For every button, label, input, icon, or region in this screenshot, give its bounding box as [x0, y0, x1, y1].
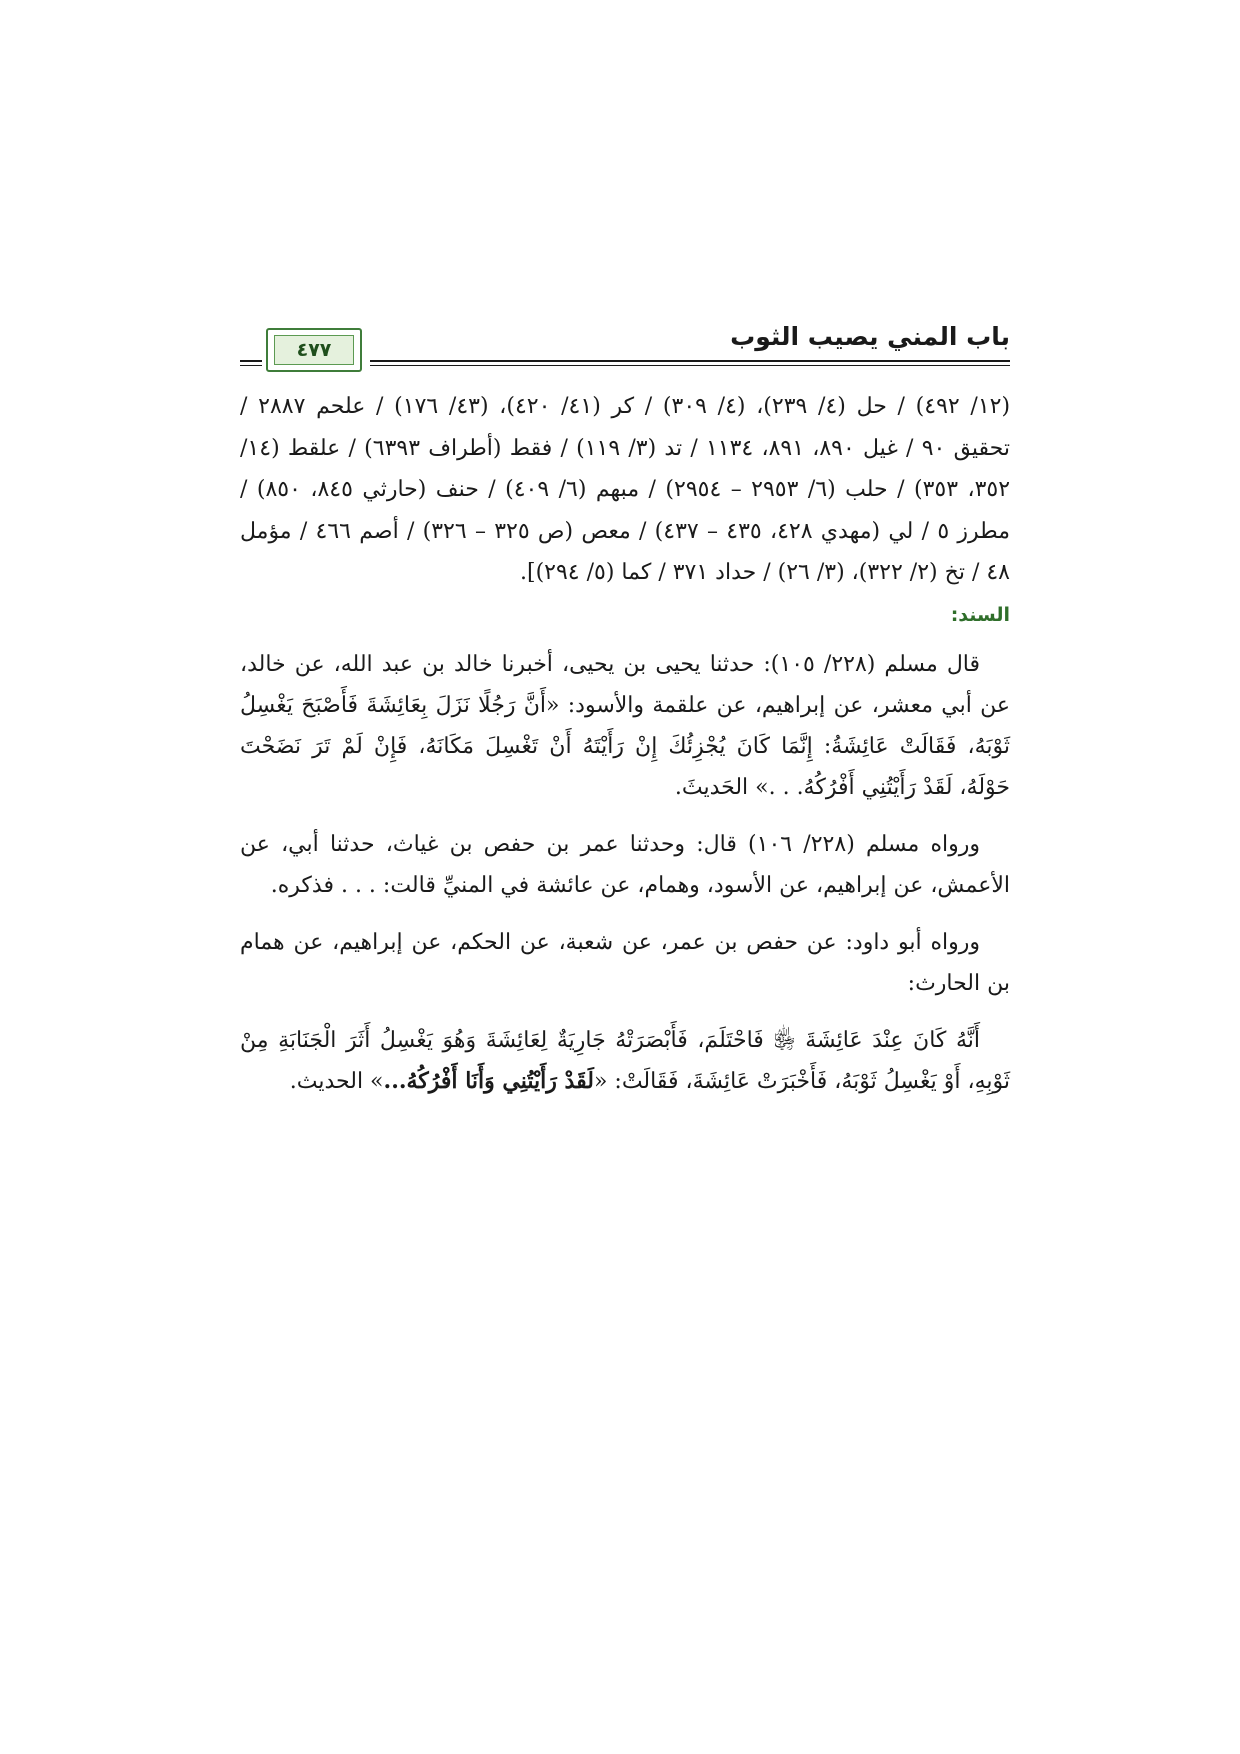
paragraph-muslim-1: قال مسلم (٢٢٨/ ١٠٥): حدثنا يحيى بن يحيى، أخبرنا خالد بن عبد الله، عن خالد، عن أبي معشر، عن إبراهيم، عن علقمة والأسود: «أَنَّ رَجُلًا نَزَلَ بِعَائِشَةَ فَأَصْبَحَ يَغْسِلُ ثَوْبَهُ، فَقَالَتْ عَائِشَةُ: إِنَّمَا كَانَ يُجْزِئُكَ إِنْ رَأَيْتَهُ أَنْ تَغْسِلَ مَكَانَهُ، فَإِنْ لَمْ تَرَ نَضَحْتَ حَوْلَهُ، لَقَدْ رَأَيْتُنِي أَفْرُكُهُ. . .» الحَديثَ. — [240, 651, 1010, 800]
sanad-heading: السند: — [950, 603, 1010, 626]
chapter-title: باب المني يصيب الثوب — [730, 322, 1010, 351]
paragraph-abu-dawud: ورواه أبو داود: عن حفص بن عمر، عن شعبة، عن الحكم، عن إبراهيم، عن همام بن الحارث: — [240, 929, 1010, 996]
header-rule-left-top — [240, 360, 262, 362]
header-rule-bottom — [370, 365, 1010, 366]
header-rule-top — [370, 360, 1010, 362]
hadith-text-bold: لَقَدْ رَأَيْتُنِي وَأَنَا أَفْرُكُهُ... — [383, 1067, 594, 1094]
hadith-text-main: أَنَّهُ كَانَ عِنْدَ عَائِشَةَ ﵂ فَاحْتَلَمَ، فَأَبْصَرَتْهُ جَارِيَةٌ لِعَائِشَةَ وَهُوَ يَغْسِلُ أَثَرَ الْجَنَابَةِ مِنْ ثَوْبِهِ، أَوْ يَغْسِلُ ثَوْبَهُ، فَأَخْبَرَتْ عَائِشَةَ، فَقَالَتْ: « — [240, 1027, 1010, 1094]
paragraph-muslim-2: ورواه مسلم (٢٢٨/ ١٠٦) قال: وحدثنا عمر بن حفص بن غياث، حدثنا أبي، عن الأعمش، عن إبراهيم، عن الأسود، وهمام، عن عائشة في المنيِّ قالت: . . . فذكره. — [240, 831, 1010, 898]
page-header — [240, 310, 1010, 380]
book-page — [240, 310, 1010, 1118]
page-number: ٤٧٧ — [274, 335, 354, 365]
header-rule-left-bottom — [240, 365, 262, 366]
references-block: (١٢/ ٤٩٢) / حل (٤/ ٢٣٩)، (٤/ ٣٠٩) / كر (٤١/ ٤٢٠)، (٤٣/ ١٧٦) / علحم ٢٨٨٧ / تحقيق ٩٠ / غيل ٨٩٠، ٨٩١، ١١٣٤ / تد (٣/ ١١٩) / فقط (أطراف ٦٣٩٣) / علقط (١٤/ ٣٥٢، ٣٥٣) / حلب (٦/ ٢٩٥٣ – ٢٩٥٤) / مبهم (٦/ ٤٠٩) / حنف (حارثي ٨٤٥، ٨٥٠) / مطرز ٥ / لي (مهدي ٤٢٨، ٤٣٥ – ٤٣٧) / معص (ص ٣٢٥ – ٣٢٦) / أصم ٤٦٦ / مؤمل ٤٨ / تخ (٢/ ٣٢٢)، (٣/ ٢٦) / حداد ٣٧١ / كما (٥/ ٢٩٤)]. — [240, 394, 1011, 585]
paragraph-hadith-text — [240, 1020, 1010, 1102]
hadith-text-end: » الحديث. — [289, 1068, 384, 1094]
page-number-badge — [266, 328, 362, 372]
